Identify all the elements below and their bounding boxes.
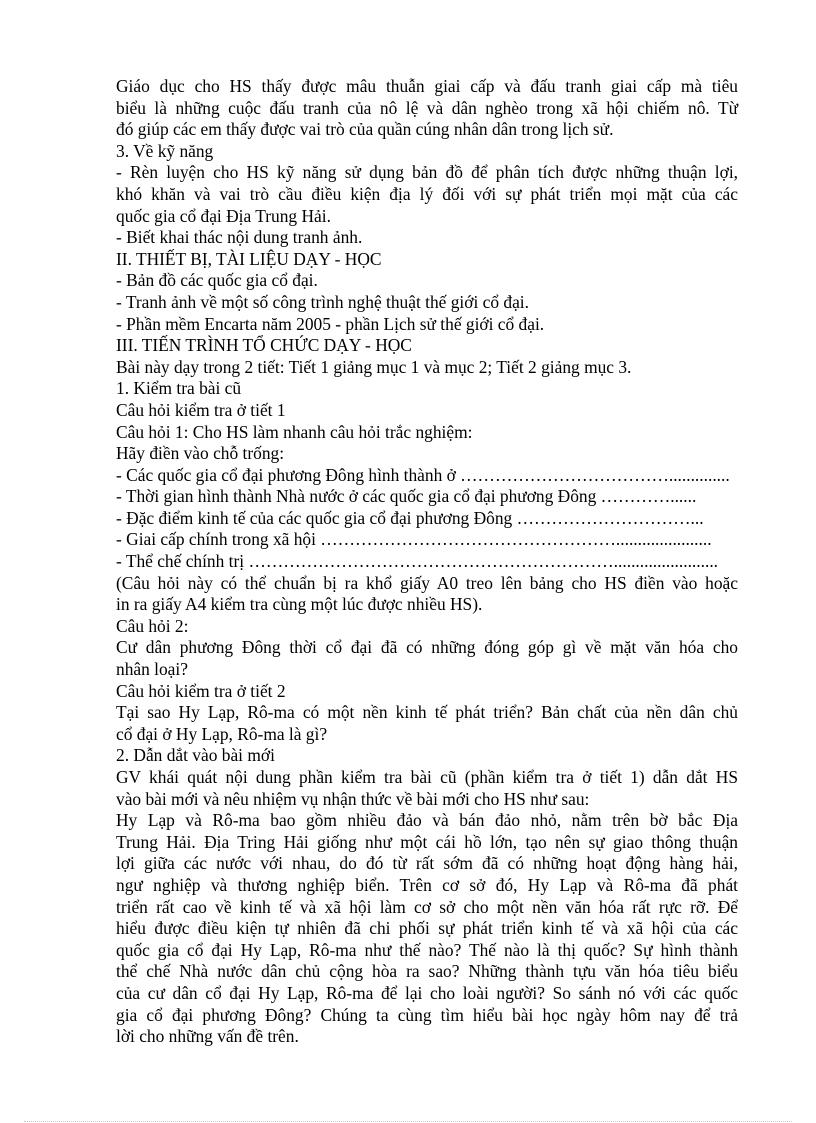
text-line: cổ đại ở Hy Lạp, Rô-ma là gì? [116,723,328,744]
text-line: - Tranh ảnh về một số công trình nghệ thuật thế giới cổ đại. [116,291,529,312]
text-line: - Thời gian hình thành Nhà nước ở các quốc gia cổ đại phương Đông …………...... [116,486,697,507]
text-line: triển rất cao về kinh tế và xã hội làm cơ sở cho một nền văn hóa rất rực rỡ. Để [116,896,738,917]
text-line: quốc gia cổ đại Địa Trung Hải. [116,205,331,226]
text-line: Câu hỏi kiểm tra ở tiết 1 [116,399,286,420]
text-line: Câu hỏi 1: Cho HS làm nhanh câu hỏi trắc nghiệm: [116,421,473,442]
text-line: lời cho những vấn đề trên. [116,1026,299,1047]
text-line: - Phần mềm Encarta năm 2005 - phần Lịch sử thế giới cổ đại. [116,313,545,334]
text-line: Bài này dạy trong 2 tiết: Tiết 1 giảng mục 1 và mục 2; Tiết 2 giảng mục 3. [116,356,632,377]
text-line: 1. Kiểm tra bài cũ [116,378,242,399]
text-line: gia cổ đại phương Đông? Chúng ta cùng tìm hiểu bài học ngày hôm nay để trả [116,1004,738,1025]
text-line: - Thể chế chính trị ………………………………………………………........................ [116,551,719,572]
text-line: (Câu hỏi này có thể chuẩn bị ra khổ giấy A0 treo lên bảng cho HS điền vào hoặc [116,572,738,593]
document-body [116,76,738,1048]
text-line: - Giai cấp chính trong xã hội ……………………………………………...................... [116,529,712,550]
text-line: III. TIẾN TRÌNH TỔ CHỨC DẠY - HỌC [116,335,412,356]
text-line: - Biết khai thác nội dung tranh ảnh. [116,227,363,248]
text-line: Câu hỏi 2: [116,615,189,636]
text-line: Tại sao Hy Lạp, Rô-ma có một nền kinh tế phát triển? Bản chất của nền dân chủ [116,702,738,723]
text-line: Hy Lạp và Rô-ma bao gồm nhiều đảo và bán đảo nhỏ, nằm trên bờ bắc Địa [116,810,738,831]
text-line: 2. Dẫn dắt vào bài mới [116,745,275,766]
text-line: thể chế Nhà nước dân chủ cộng hòa ra sao? Những thành tựu văn hóa tiêu biểu [116,961,738,982]
text-line: biểu là những cuộc đấu tranh của nô lệ và dân nghèo trong xã hội chiếm nô. Từ [116,97,738,118]
text-line: nhân loại? [116,659,188,680]
text-line: - Bản đồ các quốc gia cổ đại. [116,270,318,291]
text-line: hiểu được điều kiện tự nhiên đã chi phối sự phát triển kinh tế và xã hội của các [116,918,738,939]
text-line: lợi giữa các nước với nhau, do đó từ rất sớm đã có những hoạt động hàng hải, [116,853,738,874]
text-line: - Các quốc gia cổ đại phương Đông hình thành ở ……………………………….............. [116,464,730,485]
text-line: Cư dân phương Đông thời cổ đại đã có những đóng góp gì về mặt văn hóa cho [116,637,738,658]
text-line: vào bài mới và nêu nhiệm vụ nhận thức về bài mới cho HS như sau: [116,788,590,809]
text-line: - Đặc điểm kinh tế của các quốc gia cổ đại phương Đông …………………………... [116,507,704,528]
text-line: Câu hỏi kiểm tra ở tiết 2 [116,680,286,701]
page-bottom-divider [24,1121,792,1122]
text-line: in ra giấy A4 kiểm tra cùng một lúc được nhiều HS). [116,594,483,615]
text-line: II. THIẾT BỊ, TÀI LIỆU DẠY - HỌC [116,248,382,269]
text-line: Trung Hải. Địa Tring Hải giống như một cái hồ lớn, tạo nên sự giao thông thuận [116,831,738,852]
text-line: Giáo dục cho HS thấy được mâu thuẫn giai cấp và đấu tranh giai cấp mà tiêu [116,76,738,96]
text-line: GV khái quát nội dung phần kiểm tra bài cũ (phần kiểm tra ở tiết 1) dẫn dắt HS [116,767,738,787]
text-line: của cư dân cổ đại Hy Lạp, Rô-ma để lại cho loài người? So sánh nó với các quốc [116,982,738,1003]
text-line: Hãy điền vào chỗ trống: [116,443,285,464]
text-line: 3. Về kỹ năng [116,140,214,161]
text-line: - Rèn luyện cho HS kỹ năng sử dụng bản đồ để phân tích được những thuận lợi, [116,162,738,183]
text-line: khó khăn và vai trò cầu điều kiện địa lý đối với sự phát triển mọi mặt của các [116,183,738,204]
text-line: đó giúp các em thấy được vai trò của quần cúng nhân dân trong lịch sử. [116,119,614,140]
text-line: ngư nghiệp và thương nghiệp biển. Trên cơ sở đó, Hy Lạp và Rô-ma đã phát [116,874,738,895]
text-line: quốc gia cổ đại Hy Lạp, Rô-ma như thế nào? Thế nào là thị quốc? Sự hình thành [116,939,738,960]
